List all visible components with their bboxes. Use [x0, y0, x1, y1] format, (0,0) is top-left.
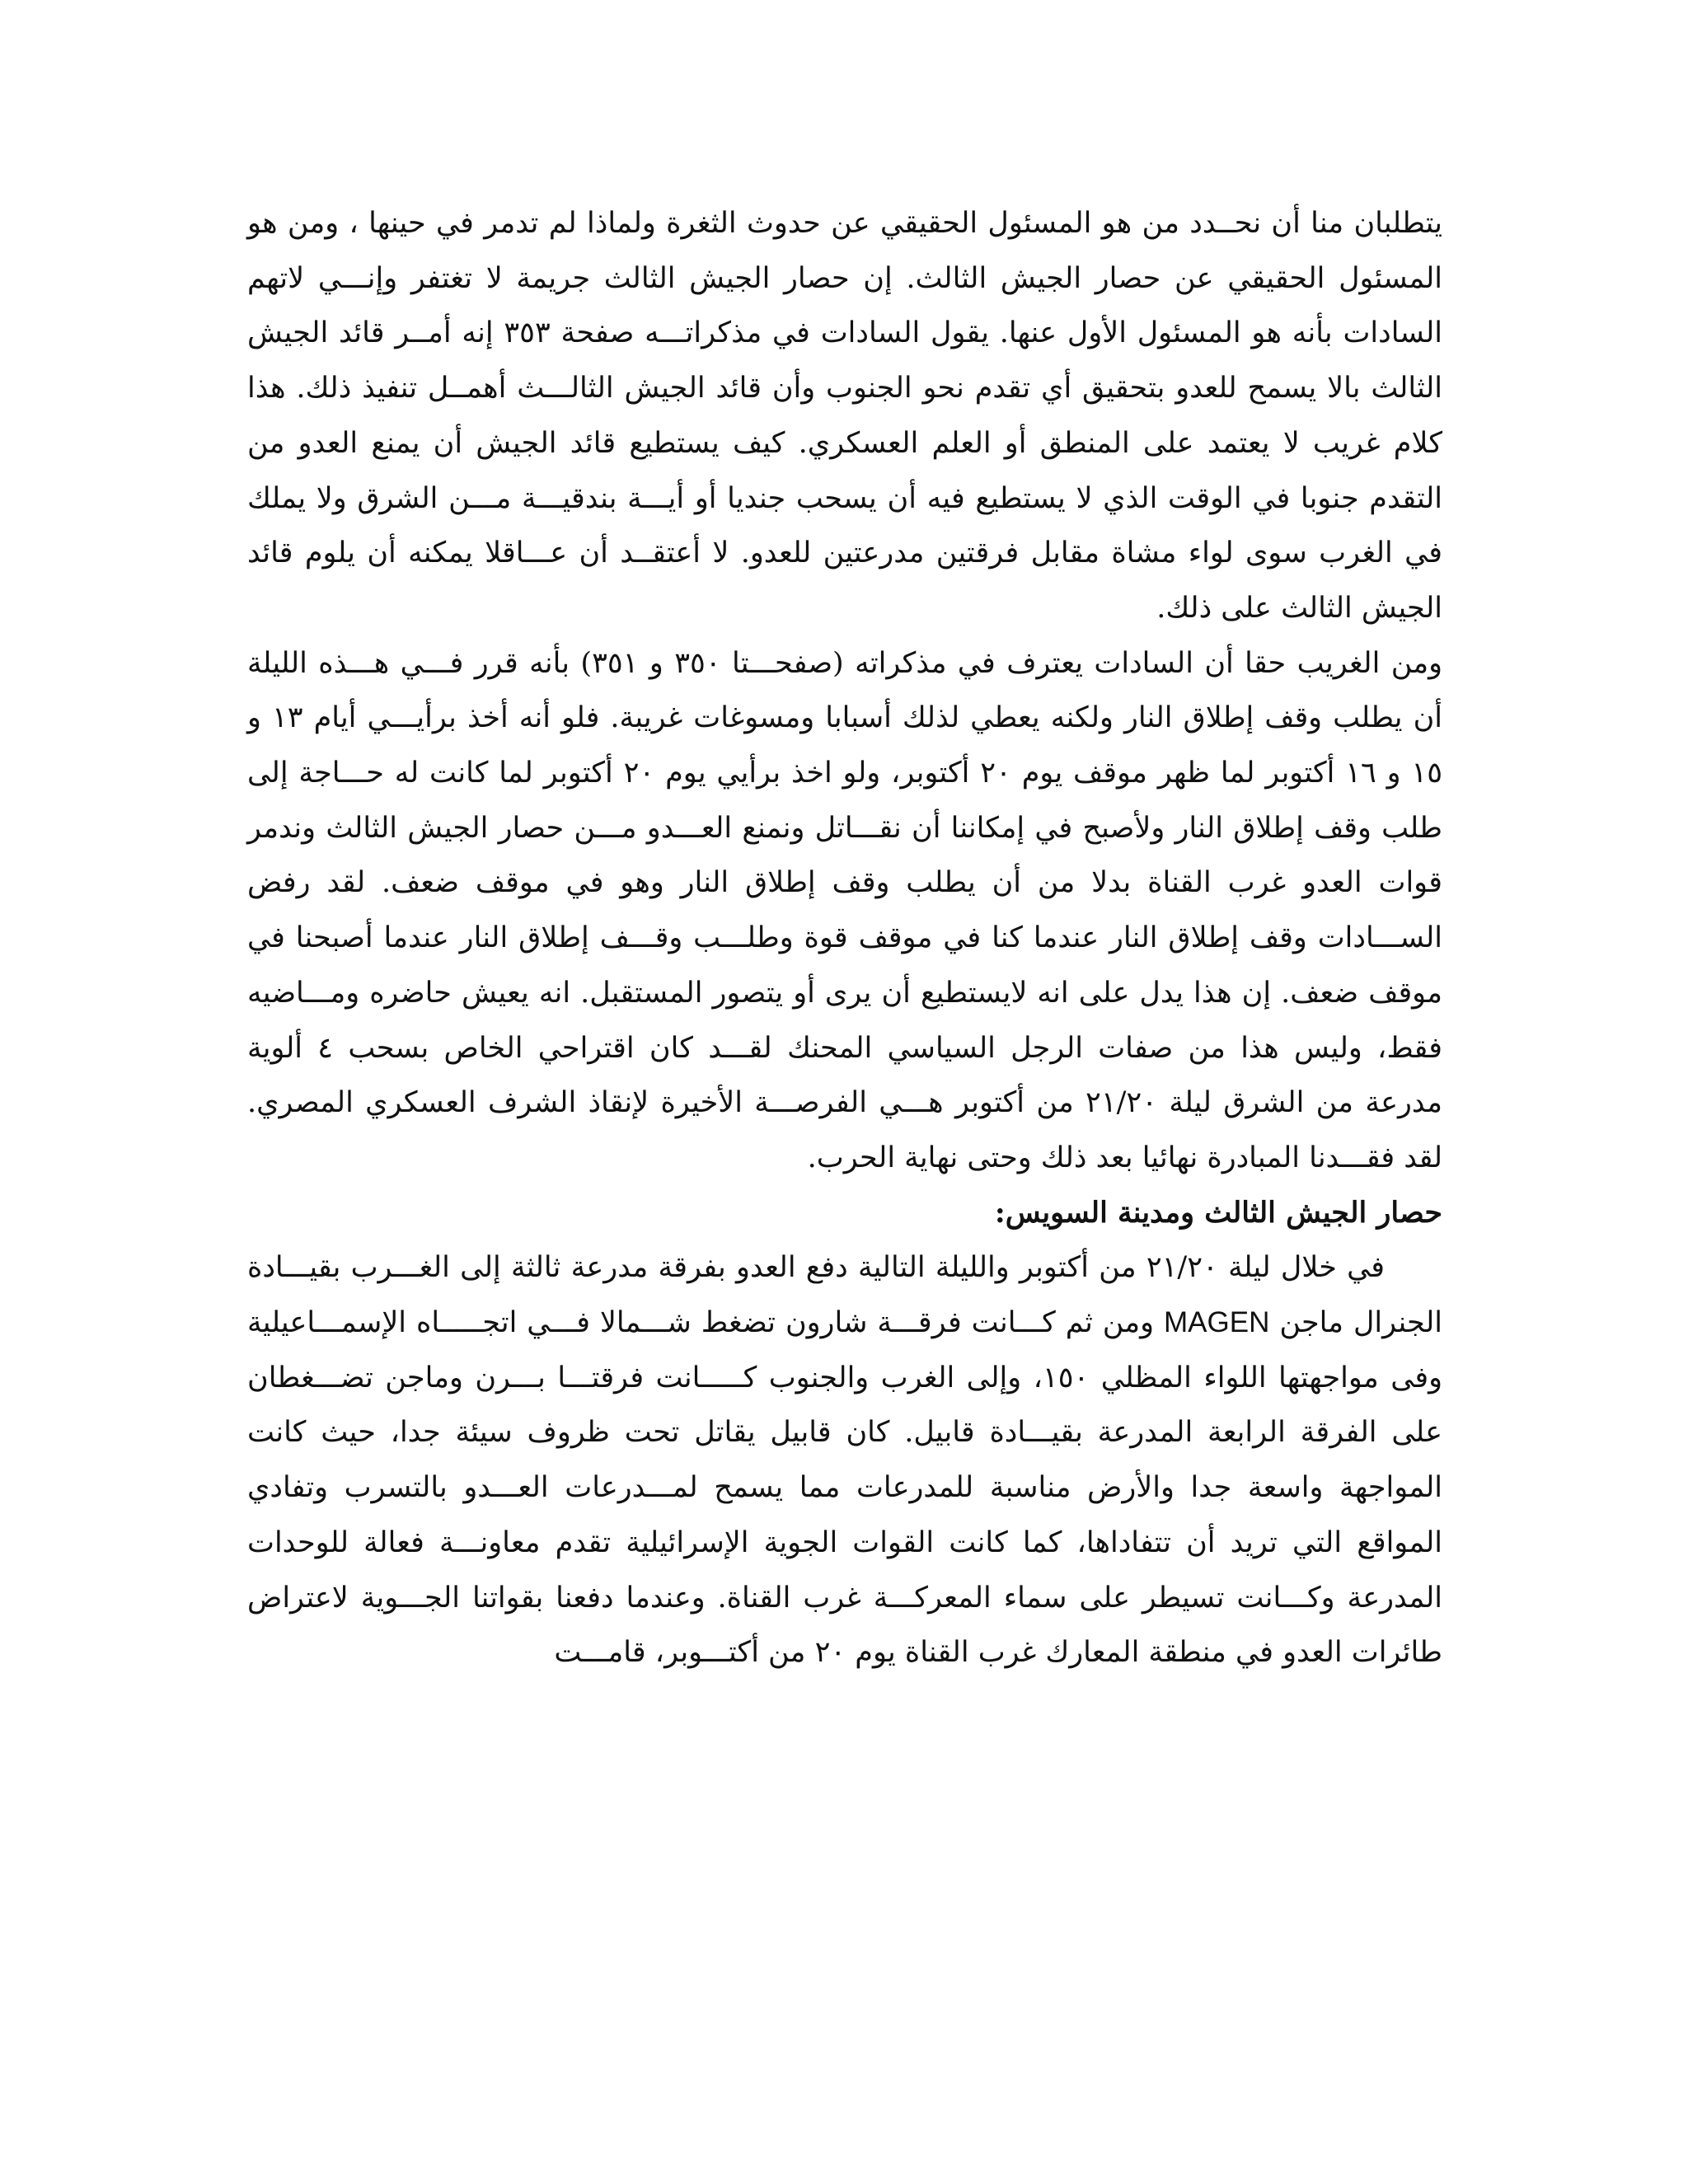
paragraph-3-part-1: في خلال ليلة ٢١/٢٠ من أكتوبر والليلة التالية دفع العدو بفرقة مدرعة ثالثة إلى الغـــرب بقيـــادة الجنرال ماجن [247, 1251, 1442, 1340]
section-heading: حصار الجيش الثالث ومدينة السويس: [994, 1195, 1442, 1230]
paragraph-1: يتطلبان منا أن نحــدد من هو المسئول الحقيقي عن حدوث الثغرة ولماذا لم تدمر في حينها ، ومن هو المسئول الحقيقي عن حصار الجيش الثالث. إن حصار الجيش الثالث جريمة لا تغتفر وإنـــي لاتهم السادات بأنه هو المسئول الأول عنها. يقول السادات في مذكراتـــه صفحة ٣٥٣ إنه أمــر قائد الجيش الثالث بالا يسمح للعدو بتحقيق أي تقدم نحو الجنوب وأن قائد الجيش الثالـــث أهمــل تنفيذ ذلك. هذا كلام غريب لا يعتمد على المنطق أو العلم العسكري. كيف يستطيع قائد الجيش أن يمنع العدو من التقدم جنوبا في الوقت الذي لا يستطيع فيه أن يسحب جنديا أو أيـــة بندقيـــة مـــن الشرق ولا يملك في الغرب سوى لواء مشاة مقابل فرقتين مدرعتين للعدو. لا أعتقــد أن عـــاقلا يمكنه أن يلوم قائد الجيش الثالث على ذلك. [247, 207, 1442, 625]
document-body [247, 196, 1442, 1680]
paragraph-3 [247, 1240, 1442, 1680]
paragraph-2: ومن الغريب حقا أن السادات يعترف في مذكراته (صفحـــتا ٣٥٠ و ٣٥١) بأنه قرر فـــي هـــذه الليلة أن يطلب وقف إطلاق النار ولكنه يعطي لذلك أسبابا ومسوغات غريبة. فلو أنه أخذ برأيـــي أيام ١٣ و ١٥ و ١٦ أكتوبر لما ظهر موقف يوم ٢٠ أكتوبر، ولو اخذ برأيي يوم ٢٠ أكتوبر لما كانت له حـــاجة إلى طلب وقف إطلاق النار ولأصبح في إمكاننا أن نقـــاتل ونمنع العـــدو مـــن حصار الجيش الثالث وندمر قوات العدو غرب القناة بدلا من أن يطلب وقف إطلاق النار وهو في موقف ضعف. لقد رفض الســـادات وقف إطلاق النار عندما كنا في موقف قوة وطلـــب وقـــف إطلاق النار عندما أصبحنا في موقف ضعف. إن هذا يدل على انه لايستطيع أن يرى أو يتصور المستقبل. انه يعيش حاضره ومـــاضيه فقط، وليس هذا من صفات الرجل السياسي المحنك لقـــد كان اقتراحي الخاص بسحب ٤ ألوية مدرعة من الشرق ليلة ٢١/٢٠ من أكتوبر هـــي الفرصـــة الأخيرة لإنقاذ الشرف العسكري المصري. لقد فقـــدنا المبادرة نهائيا بعد ذلك وحتى نهاية الحرب. [247, 646, 1443, 1174]
paragraph-3-latin-name: MAGEN [1164, 1306, 1270, 1339]
paragraph-3-part-2: ومن ثم كـــانت فرقـــة شارون تضغط شـــمالا فـــي اتجـــــاه الإسمـــاعيلية وفى مواجهتها اللواء المظلي ١٥٠، وإلى الغرب والجنوب كـــــانت فرقتـــا بـــرن وماجن تضـــغطان على الفرقة الرابعة المدرعة بقيـــادة قابيل. كان قابيل يقاتل تحت ظروف سيئة جدا، حيث كانت المواجهة واسعة جدا والأرض مناسبة للمدرعات مما يسمح لمـــدرعات العـــدو بالتسرب وتفادي المواقع التي تريد أن تتفاداها، كما كانت القوات الجوية الإسرائيلية تقدم معاونـــة فعالة للوحدات المدرعة وكـــانت تسيطر على سماء المعركـــة غرب القناة. وعندما دفعنا بقواتنا الجـــوية لاعتراض طائرات العدو في منطقة المعارك غرب القناة يوم ٢٠ من أكتـــوبر، قامـــت [247, 1306, 1442, 1670]
